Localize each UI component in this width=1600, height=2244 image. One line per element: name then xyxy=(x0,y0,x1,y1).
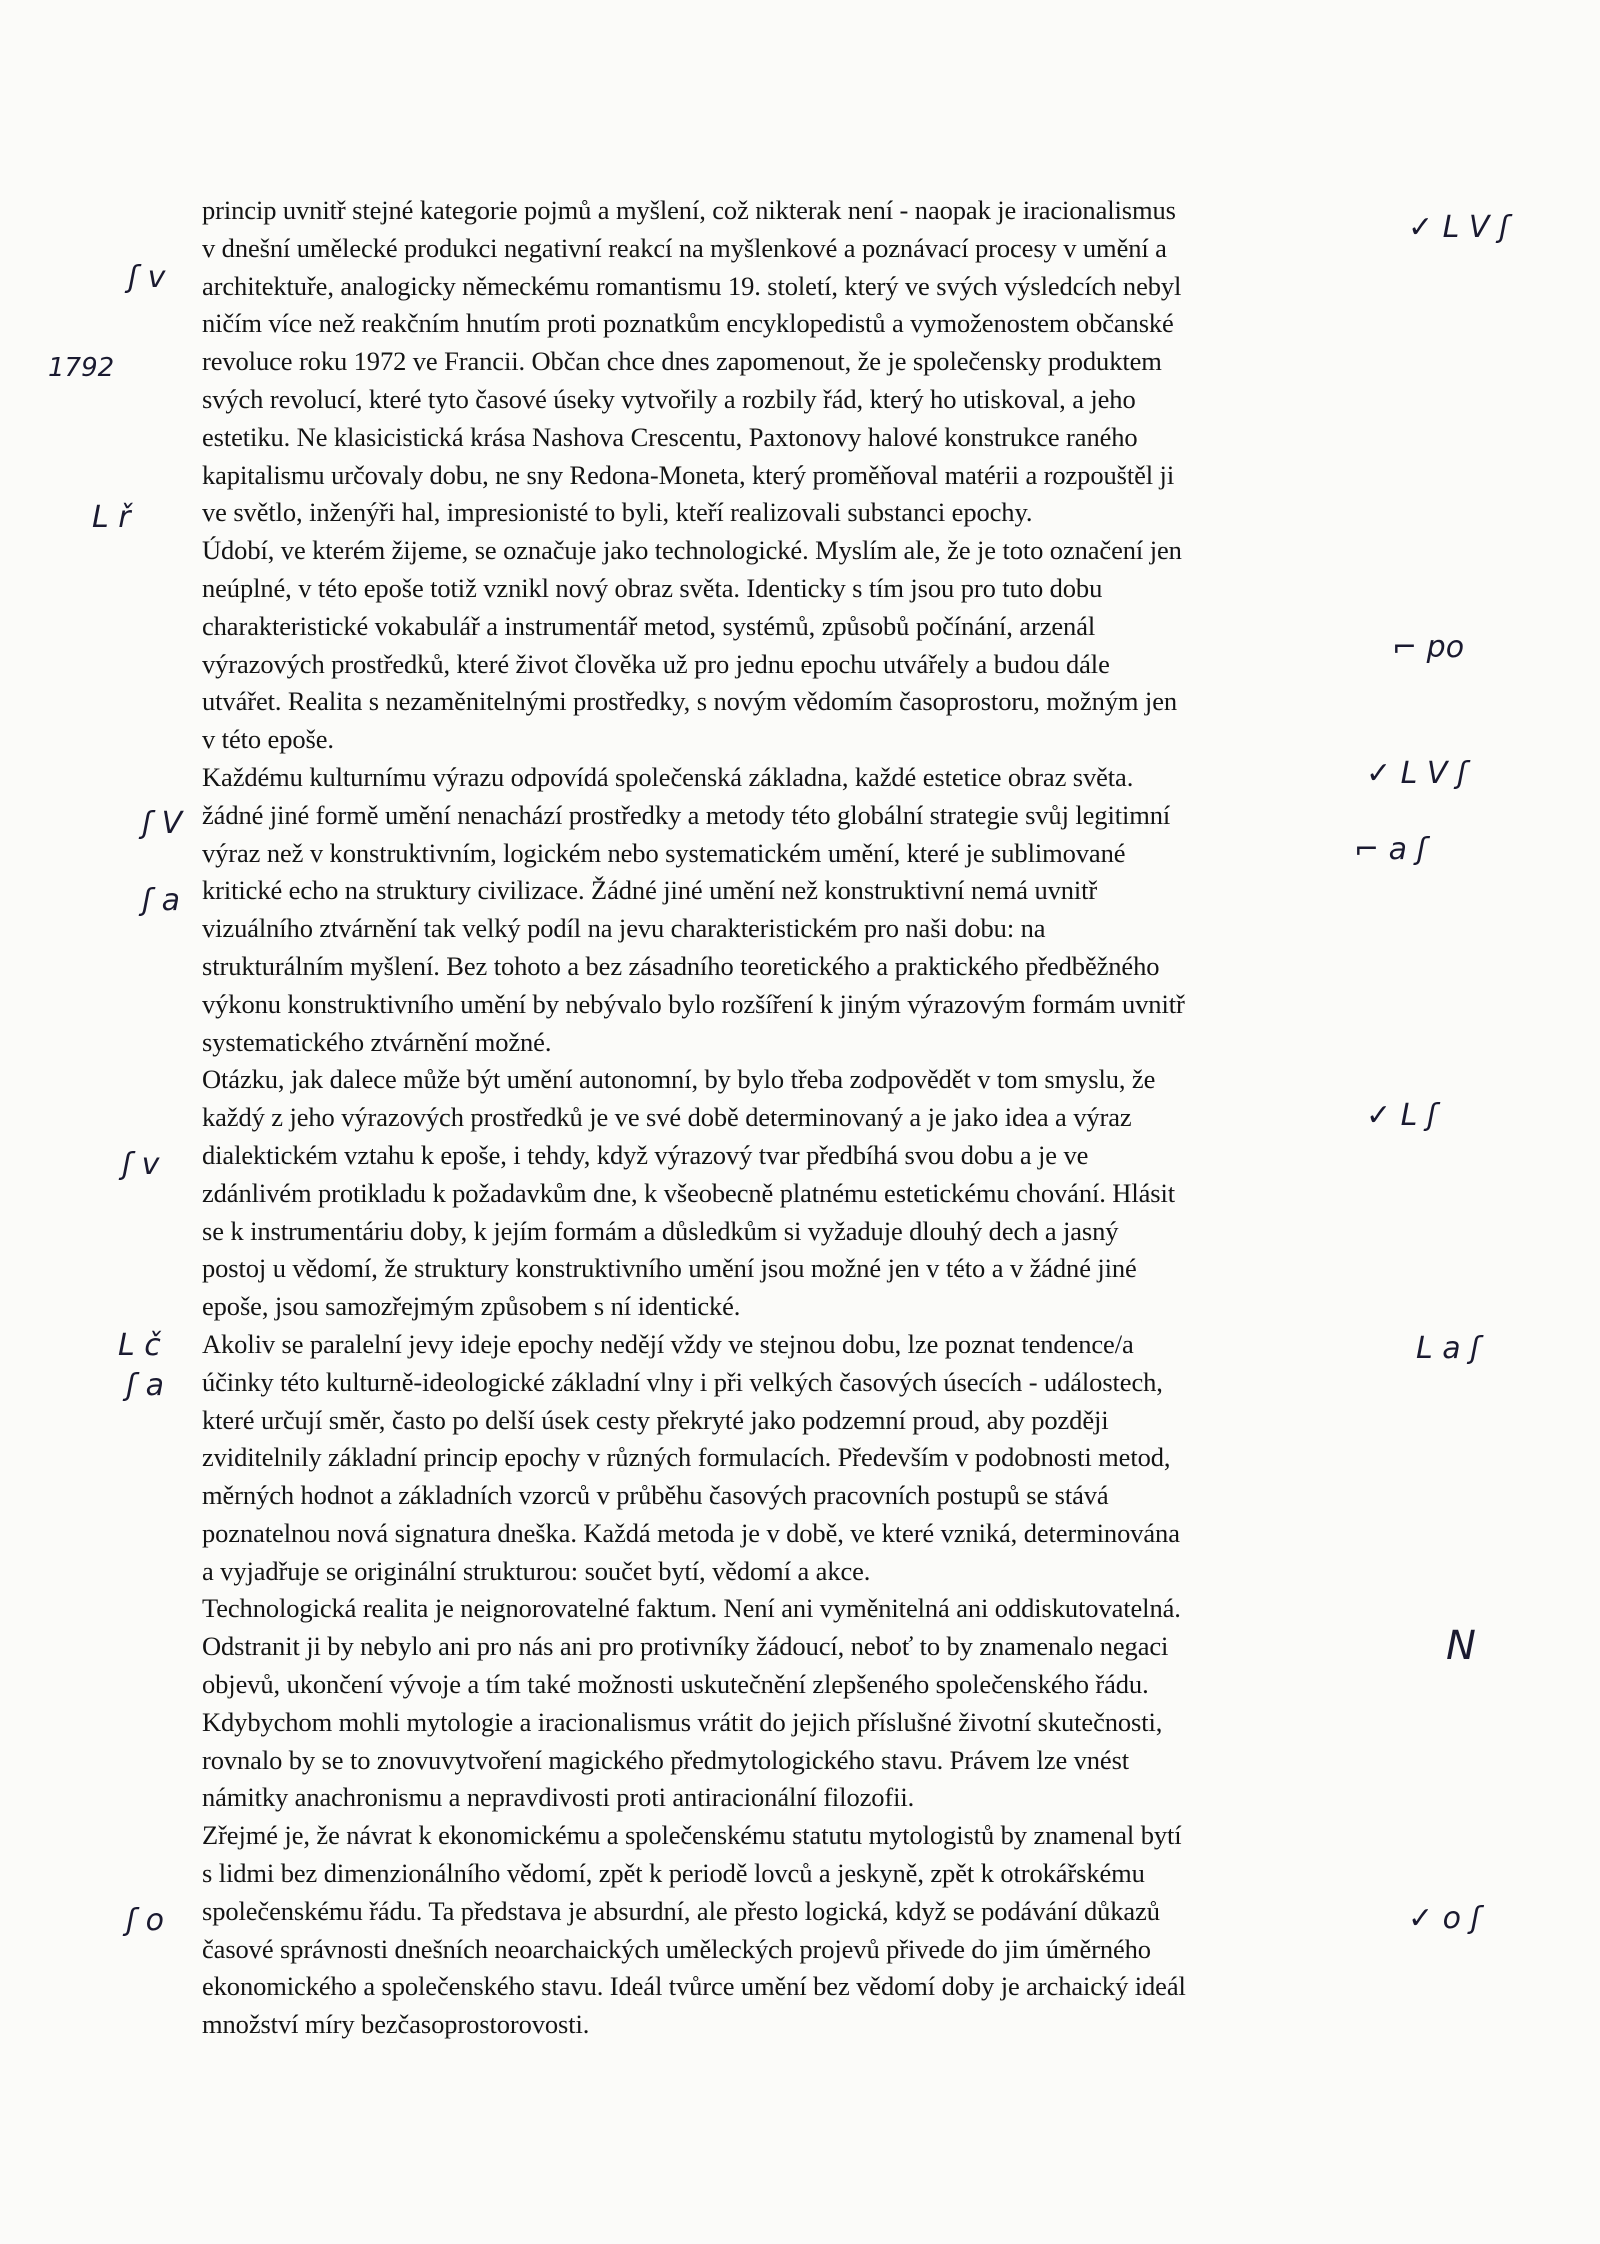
margin-note: N xyxy=(1446,1623,1476,1669)
text-line: svých revolucí, které tyto časové úseky vytvořily a rozbily řád, který ho utiskoval, a jeho xyxy=(202,383,1136,414)
text-line: a vyjadřuje se originální strukturou: součet bytí, vědomí a akce. xyxy=(202,1555,871,1586)
margin-note: ʃ v xyxy=(122,1147,160,1182)
text-line: ve světlo, inženýři hal, impresionisté to byli, kteří realizovali substanci epochy. xyxy=(202,497,1033,528)
text-line: epoše, jsou samozřejmým způsobem s ní identické. xyxy=(202,1291,741,1322)
text-line: neúplné, v této epoše totiž vznikl nový obraz světa. Identicky s tím jsou pro tuto dobu xyxy=(202,572,1103,603)
text-line: v dnešní umělecké produkci negativní reakcí na myšlenkové a poznávací procesy v umění a xyxy=(202,232,1167,263)
text-line: Kdybychom mohli mytologie a iracionalismus vrátit do jejich příslušné životní skutečnosti, xyxy=(202,1706,1163,1737)
text-line: Odstranit ji by nebylo ani pro nás ani pro protivníky žádoucí, neboť to by znamenalo negaci xyxy=(202,1631,1169,1662)
margin-note: L č xyxy=(118,1328,161,1363)
text-line: ničím více než reakčním hnutím proti poznatkům encyklopedistů a vymoženostem občanské xyxy=(202,308,1174,339)
text-line: Každému kulturnímu výrazu odpovídá společenská základna, každé estetice obraz světa. xyxy=(202,761,1134,792)
text-line: výrazových prostředků, které život člověka už pro jednu epochu utvářely a budou dále xyxy=(202,648,1110,679)
text-line: zviditelnily základní princip epochy v různých formulacích. Především v podobnosti metod, xyxy=(202,1442,1171,1473)
text-line: společenskému řádu. Ta představa je absurdní, ale přesto logická, když se podávání důkazů xyxy=(202,1895,1160,1926)
text-line: časové správnosti dnešních neoarchaických uměleckých projevů přivede do jim úměrného xyxy=(202,1933,1151,1964)
text-line: strukturálním myšlení. Bez tohoto a bez zásadního teoretického a praktického předběžného xyxy=(202,950,1160,981)
text-line: Akoliv se paralelní jevy ideje epochy nedějí vždy ve stejnou dobu, lze poznat tendence/a xyxy=(202,1328,1134,1359)
margin-note: ʃ a xyxy=(142,883,180,918)
text-line: výkonu konstruktivního umění by nebývalo bylo rozšíření k jiným výrazovým formám uvnitř xyxy=(202,988,1185,1019)
text-line: s lidmi bez dimenzionálního vědomí, zpět k periodě lovců a jeskyně, zpět k otrokářskému xyxy=(202,1858,1145,1889)
margin-note: 1792 xyxy=(48,353,115,383)
text-line: žádné jiné formě umění nenachází prostředky a metody této globální strategie svůj legitimní xyxy=(202,799,1171,830)
text-line: estetiku. Ne klasicistická krása Nashova Crescentu, Paxtonovy halové konstrukce raného xyxy=(202,421,1138,452)
margin-note: ✓ L ʃ xyxy=(1366,1098,1438,1133)
text-line: Údobí, ve kterém žijeme, se označuje jako technologické. Myslím ale, že je toto označení jen xyxy=(202,535,1182,566)
text-line: utvářet. Realita s nezaměnitelnými prostředky, s novým vědomím časoprostoru, možným jen xyxy=(202,686,1178,717)
text-line: v této epoše. xyxy=(202,724,334,755)
text-line: revoluce roku 1972 ve Francii. Občan chce dnes zapomenout, že je společensky produktem xyxy=(202,346,1162,377)
text-line: architektuře, analogicky německému romantismu 19. století, který ve svých výsledcích nebyl xyxy=(202,270,1182,301)
text-line: charakteristické vokabulář a instrumentář metod, systémů, způsobů počínání, arzenál xyxy=(202,610,1096,641)
margin-note: ʃ a xyxy=(126,1368,164,1403)
text-line: každý z jeho výrazových prostředků je ve své době determinovaný a je jako idea a výraz xyxy=(202,1102,1132,1133)
text-line: výraz než v konstruktivním, logickém nebo systematickém umění, které je sublimované xyxy=(202,837,1126,868)
margin-note: L a ʃ xyxy=(1416,1331,1481,1366)
text-line: rovnalo by se to znovuvytvoření magického předmytologického stavu. Právem lze vnést xyxy=(202,1744,1130,1775)
margin-note: ✓ L V ʃ xyxy=(1366,756,1468,791)
text-line: účinky této kulturně-ideologické základní vlny i při velkých časových úsecích - událostech, xyxy=(202,1366,1163,1397)
margin-note: ⌐ po xyxy=(1392,630,1465,665)
margin-note: ʃ o xyxy=(126,1903,164,1938)
text-line: poznatelnou nová signatura dneška. Každá metoda je v době, ve které vzniká, determinována xyxy=(202,1517,1180,1548)
margin-note: ʃ V xyxy=(142,806,183,841)
margin-note: ✓ L V ʃ xyxy=(1408,210,1510,245)
text-line: námitky anachronismu a nepravdivosti proti antiracionální filozofii. xyxy=(202,1782,915,1813)
margin-note: L ř xyxy=(92,500,131,535)
margin-note: ʃ v xyxy=(128,260,166,295)
text-line: Zřejmé je, že návrat k ekonomickému a společenskému statutu mytologistů by znamenal bytí xyxy=(202,1820,1182,1851)
text-line: Otázku, jak dalece může být umění autonomní, by bylo třeba zodpovědět v tom smyslu, že xyxy=(202,1064,1156,1095)
text-line: systematického ztvárnění možné. xyxy=(202,1026,552,1057)
text-line: postoj u vědomí, že struktury konstruktivního umění jsou možné jen v této a v žádné jiné xyxy=(202,1253,1137,1284)
text-line: vizuálního ztvárnění tak velký podíl na jevu charakteristickém pro naši dobu: na xyxy=(202,913,1046,944)
text-line: ekonomického a společenského stavu. Ideál tvůrce umění bez vědomí doby je archaický ideál xyxy=(202,1971,1186,2002)
text-line: kritické echo na struktury civilizace. Žádné jiné umění než konstruktivní nemá uvnitř xyxy=(202,875,1098,906)
text-line: které určují směr, často po delší úsek cesty překryté jako podzemní proud, aby později xyxy=(202,1404,1109,1435)
text-line: měrných hodnot a základních vzorců v průběhu časových pracovních postupů se stává xyxy=(202,1480,1109,1511)
text-line: dialektickém vztahu k epoše, i tehdy, když výrazový tvar předbíhá svou dobu a je ve xyxy=(202,1139,1089,1170)
text-line: množství míry bezčasoprostorovosti. xyxy=(202,2009,590,2040)
text-line: princip uvnitř stejné kategorie pojmů a myšlení, což nikterak není - naopak je iracionalismus xyxy=(202,195,1176,225)
margin-note: ⌐ a ʃ xyxy=(1354,832,1427,867)
text-line: Technologická realita je neignorovatelné faktum. Není ani vyměnitelná ani oddiskutovatelná. xyxy=(202,1593,1181,1624)
text-line: objevů, ukončení vývoje a tím také možnosti uskutečnění zlepšeného společenského řádu. xyxy=(202,1669,1149,1700)
text-line: se k instrumentáriu doby, k jejím formám a důsledkům si vyžaduje dlouhý dech a jasný xyxy=(202,1215,1119,1246)
margin-note: ✓ o ʃ xyxy=(1408,1901,1481,1936)
text-line: zdánlivém protikladu k požadavkům dne, k všeobecně platnému estetickému chování. Hlásit xyxy=(202,1177,1175,1208)
text-line: kapitalismu určovaly dobu, ne sny Redona-Moneta, který proměňoval matérii a rozpouštěl ji xyxy=(202,459,1175,490)
document-body xyxy=(202,192,1442,2044)
